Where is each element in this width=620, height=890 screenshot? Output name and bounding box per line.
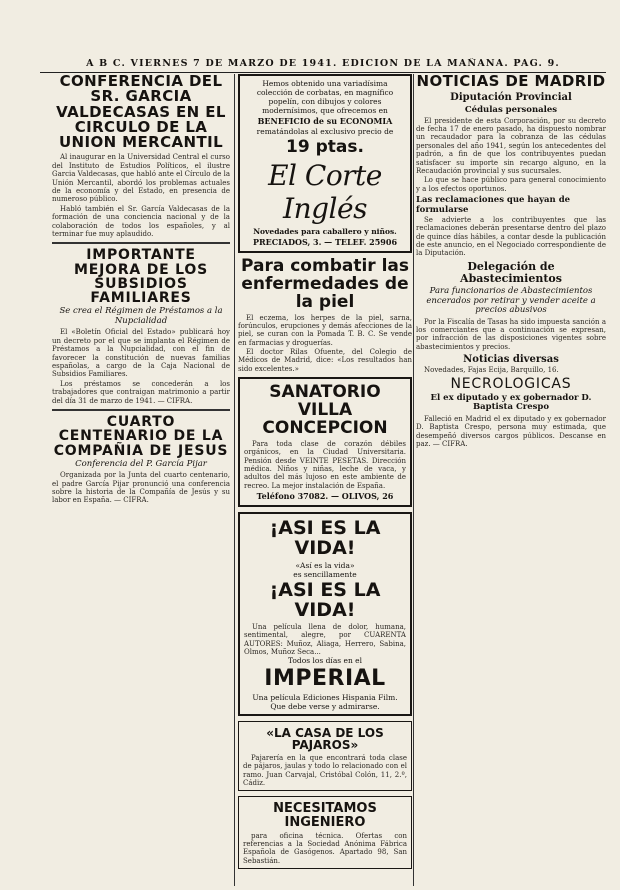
ad-text: Todos los días en el — [287, 656, 363, 666]
ad-text: El eczema, los herpes de la piel, sarna, forúnculos, erupciones y demás afecciones de la piel, se curan con la Pomada T. B. C. Se vende en farmacias y droguerías. — [238, 313, 412, 347]
ad-text: para oficina técnica. Ofertas con referencias a la Sociedad Anónima Fábrica Española de Gasógenos. Apartado 98, San Sebastián. — [243, 831, 407, 865]
subsection-subtitle: Para funcionarios de Abastecimientos encerados por retirar y vender aceite a precios abusivos — [426, 285, 596, 316]
subsection-title: Noticias diversas — [463, 354, 559, 366]
ad-asi-es-la-vida — [238, 512, 412, 715]
ad-headline: NECESITAMOS INGENIERO — [273, 801, 377, 830]
ad-headline: BENEFICIO de su ECONOMIA — [257, 116, 393, 126]
ad-text: es sencillamente — [293, 570, 357, 580]
article-headline: IMPORTANTE MEJORA DE LOS SUBSIDIOS FAMILIARES — [74, 247, 208, 307]
ad-price: 19 ptas. — [286, 137, 364, 157]
page-header: A B C. VIERNES 7 DE MARZO DE 1941. EDICION DE LA MAÑANA. PAG. 9. — [40, 58, 606, 73]
subsection-title: Las reclamaciones que hayan de formularse — [416, 195, 571, 215]
article-paragraph: Habló también el Sr. García Valdecasas de la formación de una conciencia nacional y de la colaboración de todos los españoles, y al terminar fue muy aplaudido. — [52, 204, 230, 238]
section-subheadline: Diputación Provincial — [450, 92, 572, 104]
ad-text: rematándolas al exclusivo precio de — [256, 127, 394, 136]
article-headline: CONFERENCIA DEL SR. GARCIA VALDECASAS EN EL CIRCULO DE LA UNION MERCANTIL — [56, 74, 226, 152]
article-paragraph: Falleció en Madrid el ex diputado y ex gobernador D. Baptista Crespo, persona muy estimada, que desempeñó diversos cargos públicos. Descanse en paz. — CIFRA. — [416, 414, 606, 448]
ad-corte-ingles — [238, 74, 412, 253]
ad-title: ¡ASI ES LA VIDA! — [269, 579, 381, 621]
article-paragraph: Por la Fiscalía de Tasas ha sido impuesta sanción a los comerciantes que a continuación se expresan, por infracción de las disposiciones vigentes sobre abastecimientos y precios. — [416, 317, 606, 351]
article-paragraph: El presidente de esta Corporación, por su decreto de fecha 17 de enero pasado, ha dispuesto nombrar un recaudador para la cobranza de las cédulas personales del año 1941, según los antecedentes del padrón, a fin de que los contribuyentes puedan satisfacer su importe sin recargo alguno, en la Recaudación provincial y sus sucursales. — [416, 116, 606, 175]
article-paragraph: Organizada por la Junta del cuarto centenario, el padre García Pijar pronunció una conferencia sobre la historia de la Compañía de Jesús y su labor en España. — CIFRA. — [52, 471, 230, 505]
ad-footer: Una película Ediciones Hispania Film. Que debe verse y admirarse. — [252, 692, 398, 711]
ad-headline: SANATORIO VILLA CONCEPCION — [262, 382, 388, 438]
left-column — [52, 74, 230, 886]
ad-headline: «LA CASA DE LOS PAJAROS» — [266, 725, 384, 753]
column-rule — [234, 74, 235, 886]
ad-text: Para toda clase de corazón débiles orgánicos, en la Ciudad Universitaria. Pensión desde VEINTE PESETAS. Dirección médica. Niños y niñas, leche de vaca, y adultos del más lujoso en este ambiente de recreo. La mejor instalación de España. — [244, 439, 406, 490]
ad-text: Una película llena de dolor, humana, sentimental, alegre, por CUARENTA AUTORES: Muñoz, Aliaga, Herrero, Sabina, Olmos, Muñoz Seca... — [244, 622, 406, 657]
ad-intro: Hemos obtenido una variadísima colección de corbatas, en magnífico popelín, con dibujos y colores modernísimos, que ofrecemos en — [256, 79, 394, 115]
article-paragraph: Novedades, Fajas Ecija, Barquillo, 16. — [424, 366, 559, 375]
article-paragraph: Se advierte a los contribuyentes que las reclamaciones deberán presentarse dentro del plazo de quince días hábiles, a contar desde la publicación de este anuncio, en el Negociado correspondiente de la Diputación. — [416, 215, 606, 258]
divider — [52, 409, 230, 411]
article-subheadline: Se crea el Régimen de Préstamos a la Nupcialidad — [59, 306, 223, 326]
ad-ingeniero — [238, 796, 412, 869]
article-paragraph: Lo que se hace público para general conocimiento y a los efectos oportunos. — [416, 176, 606, 193]
subsection-title: NECROLOGICAS — [450, 376, 572, 393]
middle-column — [238, 74, 412, 886]
ad-sanatorio — [238, 377, 412, 507]
ad-brand-logo: El Corte Inglés — [268, 159, 382, 225]
ad-theater: IMPERIAL — [264, 666, 386, 692]
article-subsidios — [52, 248, 230, 405]
article-subheadline: Conferencia del P. García Pijar — [75, 458, 207, 469]
ad-text: El doctor Rilas Ofuente, del Colegio de Médicos de Madrid, dice: «Los resultados han sido excelentes.» — [238, 348, 412, 373]
column-rule — [413, 74, 414, 886]
article-paragraph: Los préstamos se concederán a los trabajadores que contraigan matrimonio a partir del día 31 de marzo de 1941. — CIFRA. — [52, 379, 230, 405]
article-paragraph: El «Boletín Oficial del Estado» publicará hoy un decreto por el que se implanta el Régimen de Préstamos a la Nupcialidad, con el fin de favorecer la constitución de nuevas familias españolas, a cargo de la Caja Nacional de Subsidios Familiares. — [52, 328, 230, 379]
ad-text: «Así es la vida» — [295, 561, 355, 571]
divider — [52, 242, 230, 244]
subsection-title: Delegación de Abastecimientos — [460, 259, 562, 285]
subsection-title: Cédulas personales — [464, 105, 558, 116]
article-paragraph: Al inaugurar en la Universidad Central el curso del Instituto de Estudios Políticos, el ilustre Garcia Valdecasas, que habló ante el Círculo de la Unión Mercantil, abordó los problemas actuales de la economía y del Estado, en presencia de numeroso público. — [52, 153, 230, 204]
ad-address: PRECIADOS, 3. — TELEF. 25906 — [252, 237, 398, 247]
ad-phone: Teléfono 37082. — OLIVOS, 26 — [256, 491, 394, 502]
ad-piel — [238, 258, 412, 373]
ad-text: Pajarería en la que encontrará toda clase de pájaros, jaulas y todo lo relacionado con el ramo. Juan Carvajal, Cristóbal Colón, 11, 2.º, Cádiz. — [243, 753, 407, 787]
section-headline: NOTICIAS DE MADRID — [416, 74, 606, 90]
ad-casa-pajaros — [238, 721, 412, 792]
article-conferencia — [52, 74, 230, 238]
subsection-subtitle: El ex diputado y ex gobernador D. Baptista Crespo — [430, 392, 592, 413]
ad-tagline: Novedades para caballero y niños. — [253, 227, 397, 236]
article-headline: CUARTO CENTENARIO DE LA COMPAÑIA DE JESUS — [53, 414, 229, 459]
article-centenario — [52, 415, 230, 505]
ad-headline: Para combatir las enfermedades de la piel — [240, 256, 410, 312]
ad-title: ¡ASI ES LA VIDA! — [269, 517, 381, 560]
right-column — [416, 74, 606, 886]
